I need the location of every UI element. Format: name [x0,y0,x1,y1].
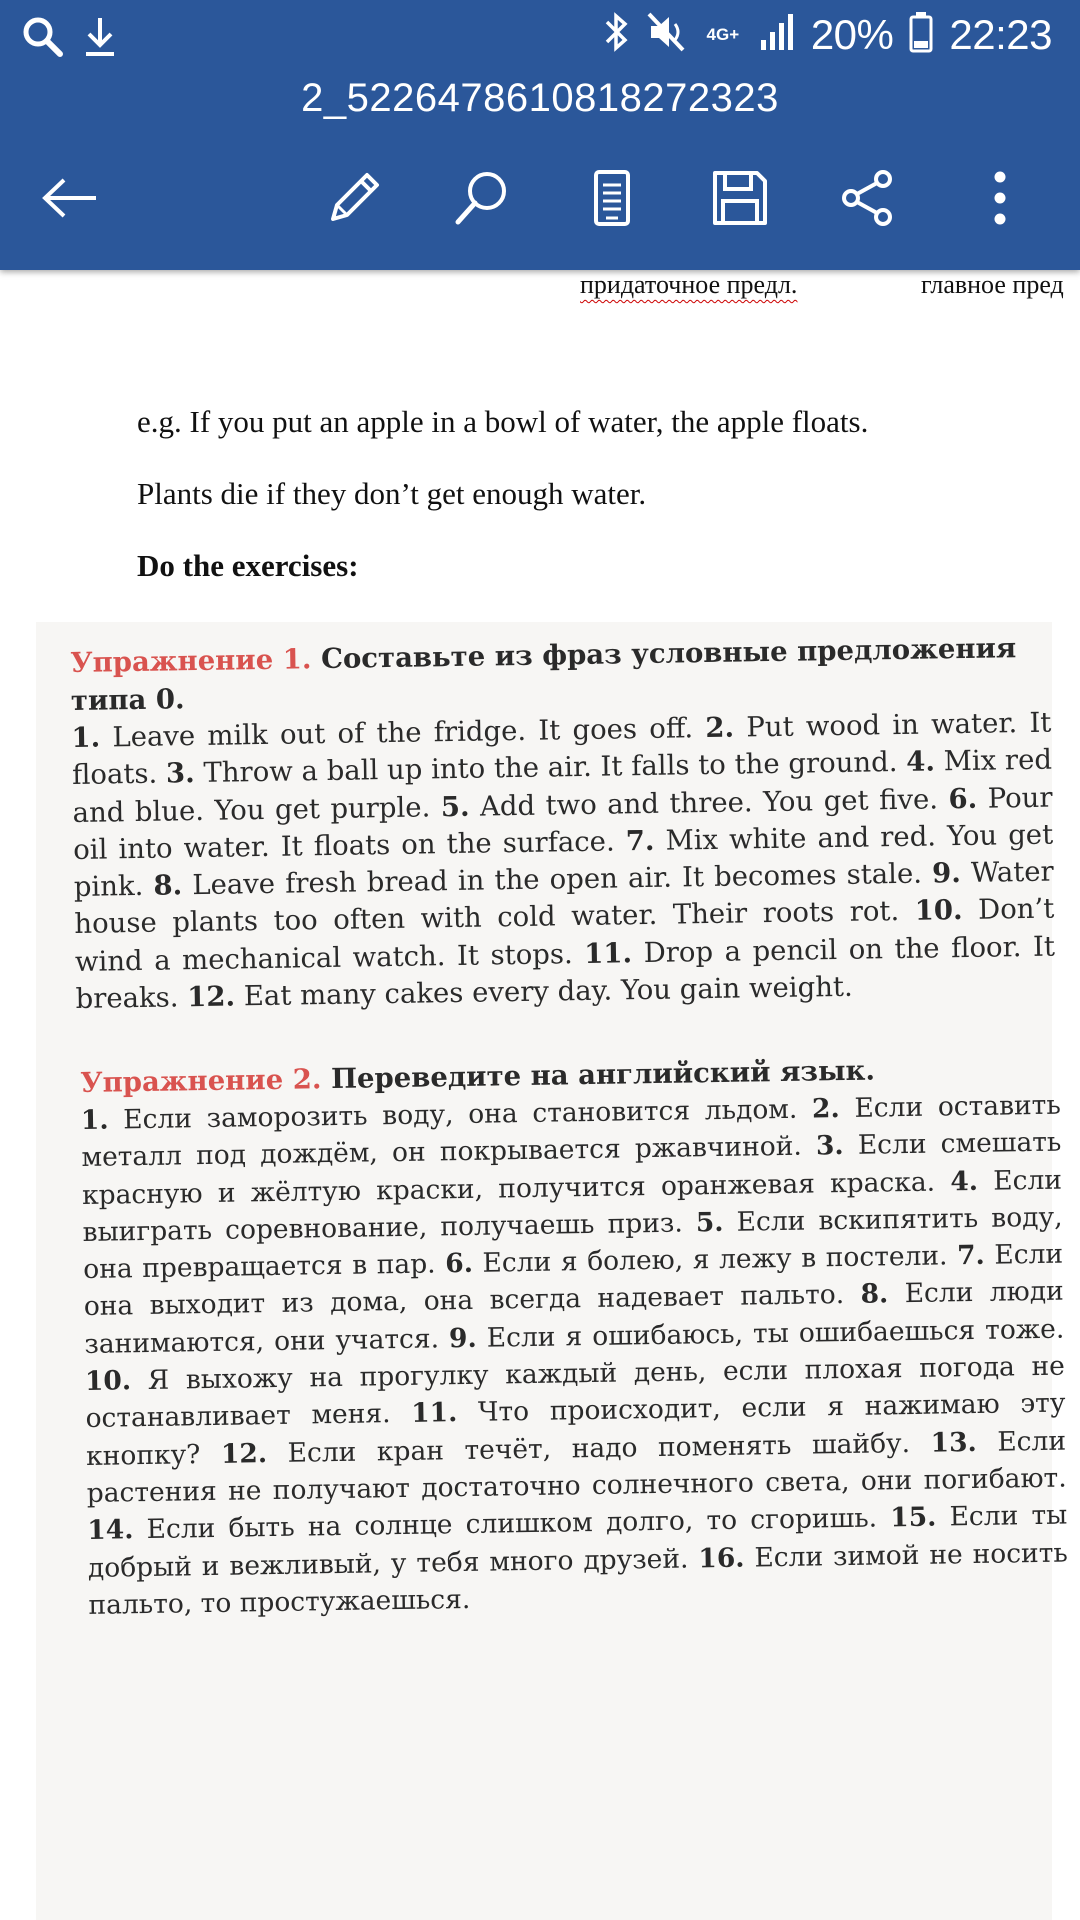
clock: 22:23 [949,10,1052,58]
exercise-title: Составьте из фраз условные предложения типа 0. [70,632,1017,717]
exercise-label: Упражнение 1. [70,643,312,679]
item-number: 9. [931,857,962,890]
item-text: Leave milk out of the fridge. It goes off. [112,712,694,754]
share-icon [839,169,897,232]
item-number: 7. [625,824,655,858]
header-main-clause: главное пред [921,270,1064,299]
exercise-item [221,1428,911,1470]
exercise-title: Переведите на английский язык. [330,1054,876,1096]
save-button[interactable] [698,158,782,242]
item-number: 1. [80,1104,109,1136]
item-text: Water house plants too often with cold water. Their roots rot. [74,855,1054,941]
item-text: Если растения не получают достаточно солнечного света, они погибают. [86,1425,1067,1509]
item-number: 15. [890,1501,937,1534]
exercise-2 [80,1049,1069,1624]
item-number: 4. [950,1165,979,1197]
header-subordinate-clause: придаточное предл. [580,270,798,299]
item-text: Don’t wind a mechanical watch. It stops. [74,893,1055,978]
item-text: Pour oil into water. It floats on the surface. [72,781,1053,866]
item-number: 10. [914,894,963,928]
item-number: 2. [705,711,735,745]
example-sentence: e.g. If you put an apple in a bowl of water, the apple floats. [137,404,869,439]
item-number: 13. [930,1426,977,1459]
document-title: 2_5226478610818272323 [301,76,779,120]
network-indicator: 4G+ [706,25,740,44]
app-bar [0,0,1080,270]
find-button[interactable] [440,158,524,242]
pencil-icon [325,169,383,232]
toolbar [0,158,1080,242]
item-text: Если люди занимаются, они учатся. [84,1276,1064,1360]
exercise-item [441,783,939,823]
item-number: 8. [153,869,183,902]
item-number: 3. [165,757,195,790]
exercise-item [87,1503,877,1546]
instruction-heading: Do the exercises: [137,548,359,583]
item-number: 11. [410,1397,458,1430]
exercise-item [187,971,853,1013]
more-vertical-icon [990,169,1010,232]
exercise-item [166,746,898,789]
item-text: Если вскипятить воду, она превращается в пар. [82,1201,1063,1286]
item-text: Eat many cakes every day. You gain weight. [243,970,853,1013]
item-text: Mix red and blue. You get purple. [72,743,1053,829]
download-icon [82,14,118,63]
item-number: 14. [87,1514,134,1547]
item-number: 3. [815,1130,844,1162]
item-number: 7. [956,1240,986,1272]
exercise-item [445,1241,948,1280]
item-number: 8. [860,1278,889,1311]
item-number: 12. [186,980,236,1014]
more-options-button[interactable] [958,158,1042,242]
item-text: Add two and three. You get five. [479,782,939,823]
item-text: Если смешать красную и жёлтую краски, получится оранжевая краска. [81,1126,1062,1211]
item-number: 5. [695,1206,724,1239]
item-number: 1. [71,721,101,754]
search-icon [20,14,64,63]
item-text: Leave fresh bread in the open air. It becomes stale. [192,857,923,902]
signal-icon [759,12,795,57]
item-text: Put wood in water. It floats. [71,706,1052,792]
item-number: 5. [440,790,470,823]
item-text: Если зимой не носить пальто, то простужаешься. [88,1537,1069,1621]
scanned-textbook-image [36,622,1069,1920]
exercise-body [71,705,1056,1019]
item-number: 6. [445,1248,474,1280]
item-number: 10. [84,1365,132,1398]
item-text: Если быть на солнце слишком долго, то сгоришь. [146,1502,878,1546]
item-number: 9. [448,1322,477,1355]
item-text: Throw a ball up into the air. It falls to the ground. [203,746,898,790]
save-icon [711,169,769,232]
item-text: Если заморозить воду, она становится льдом. [123,1093,798,1136]
item-text: Drop a pencil on the floor. It breaks. [75,930,1056,1016]
edit-button[interactable] [312,158,396,242]
exercise-item [81,1094,798,1136]
exercise-item [71,712,693,754]
bluetooth-icon [603,10,631,59]
search-icon [453,169,511,232]
item-text: Если я болею, я лежу в постели. [482,1240,948,1279]
exercise-1 [70,629,1056,1019]
status-bar [0,0,1080,74]
item-number: 12. [220,1437,268,1470]
item-text: Я выхожу на прогулку каждый день, если плохая погода не останавливает меня. [85,1350,1066,1435]
item-number: 4. [905,745,936,779]
item-text: Что происходит, если я нажимаю эту кнопку? [85,1387,1066,1472]
item-text: Если оставить металл под дождём, он покрывается ржавчиной. [81,1089,1061,1174]
exercise-item [449,1313,1065,1354]
exercise-item [153,858,922,902]
exercise-label: Упражнение 2. [80,1063,322,1099]
back-arrow-icon [40,176,100,225]
example-sentence: Plants die if they don’t get enough water. [137,476,647,511]
item-text: Если выиграть соревнование, получаешь приз. [82,1164,1063,1248]
item-text: Если кран течёт, надо поменять шайбу. [287,1427,911,1469]
item-number: 11. [584,936,633,970]
item-number: 6. [948,782,978,815]
share-button[interactable] [826,158,910,242]
mute-icon [647,10,687,59]
item-number: 16. [698,1542,745,1574]
document-page[interactable] [0,270,1080,1920]
item-text: Если ты добрый и вежливый, у тебя много друзей. [87,1499,1068,1584]
battery-icon [909,10,933,59]
mobile-view-icon [592,169,632,232]
item-text: Если она выходит из дома, она всегда надевает пальто. [83,1238,1064,1323]
mobile-view-button[interactable] [570,158,654,242]
item-text: Mix white and red. You get pink. [73,818,1054,904]
back-button[interactable] [28,158,112,242]
battery-percent: 20% [810,10,894,58]
exercise-body [81,1087,1069,1624]
item-text: Если я ошибаюсь, ты ошибаешься тоже. [486,1313,1065,1354]
item-number: 2. [811,1093,840,1125]
